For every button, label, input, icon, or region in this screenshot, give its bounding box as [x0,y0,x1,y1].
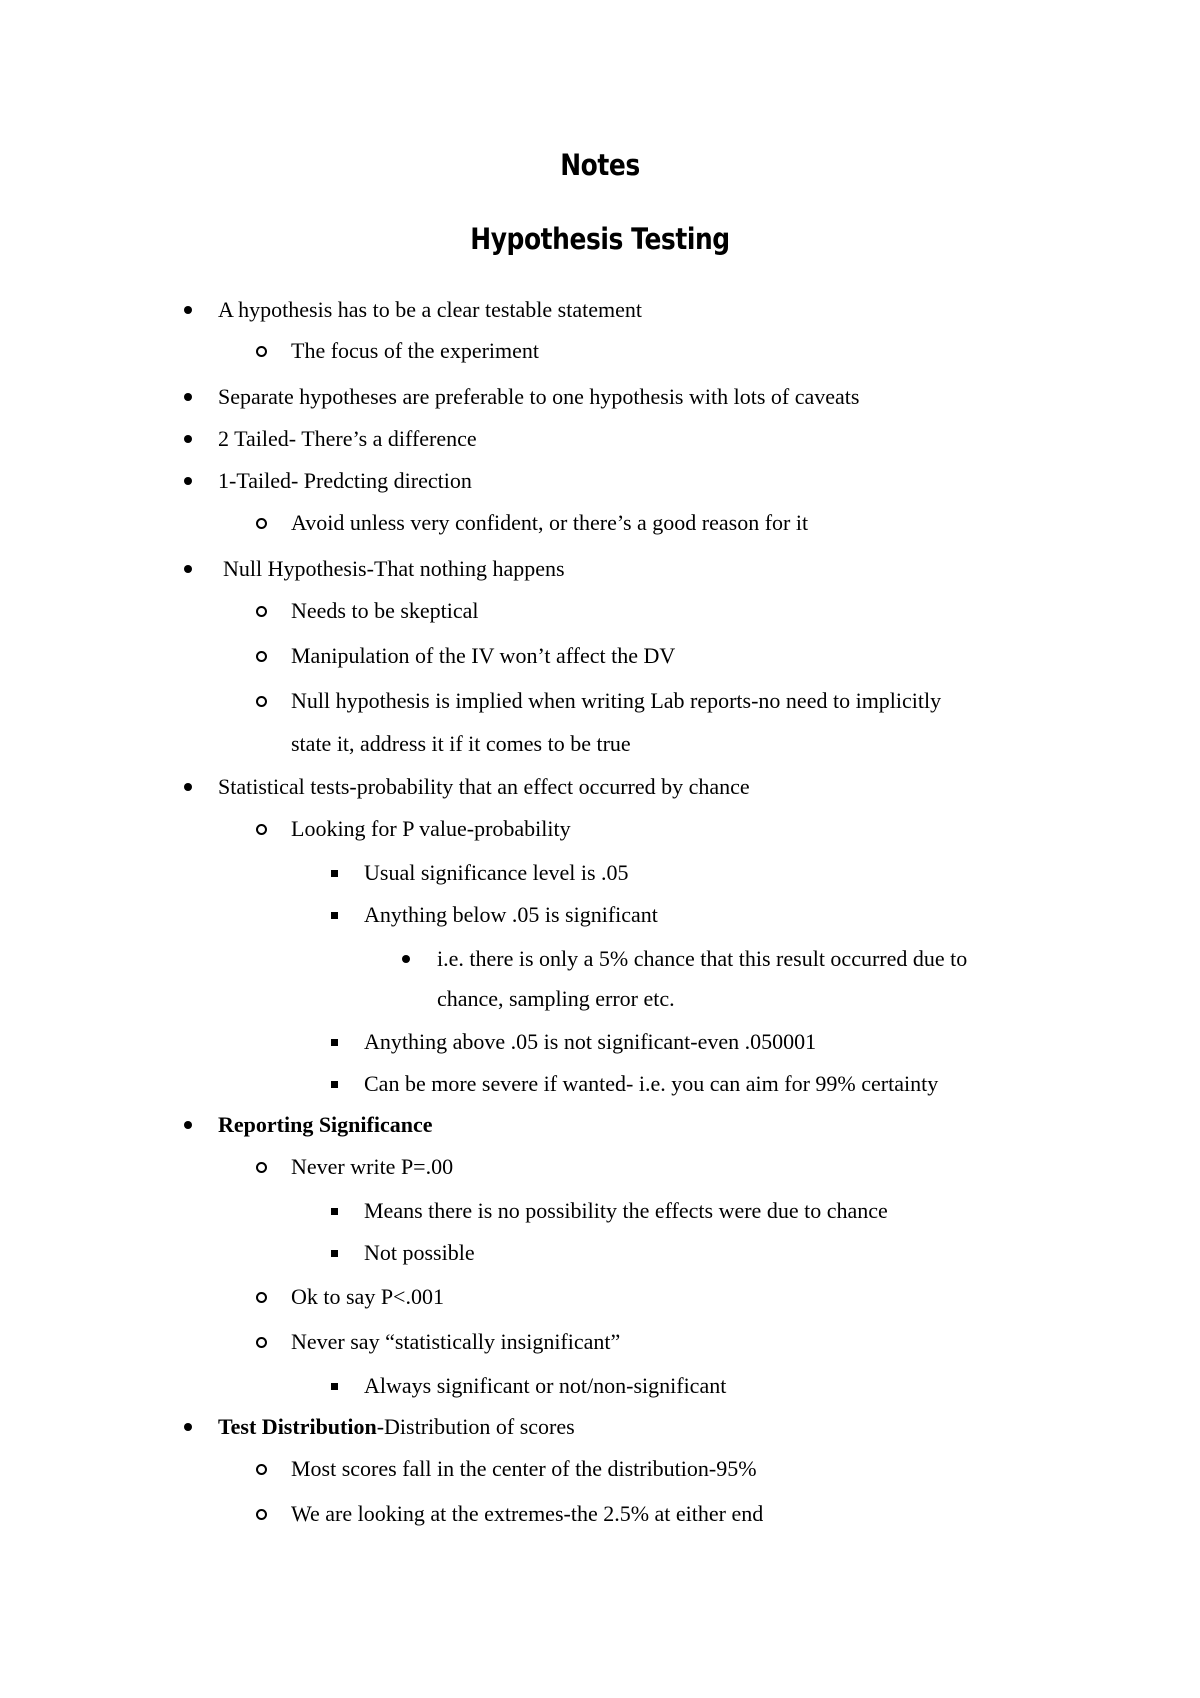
bullet-circle-icon [256,1464,267,1475]
bullet-disc-icon [184,306,192,314]
list-item: Needs to be skeptical [291,598,479,623]
list-item: Anything below .05 is significant [364,902,658,927]
list-item: Can be more severe if wanted- i.e. you can aim for 99% certainty [364,1071,939,1096]
list-item: Null hypothesis is implied when writing Lab reports-no need to implicitly [291,688,942,713]
section-heading-test-distribution: Test Distribution [218,1414,377,1439]
list-item: Ok to say P<.001 [291,1284,444,1309]
bullet-square-icon [331,1250,338,1257]
bullet-square-icon [331,1383,338,1390]
list-item: Most scores fall in the center of the distribution-95% [291,1456,757,1481]
bullet-disc-icon [184,1121,192,1129]
bullet-circle-icon [256,696,267,707]
bullet-circle-icon [256,1292,267,1303]
list-item: Usual significance level is .05 [364,860,629,885]
bullet-disc-icon [402,955,410,963]
bullet-circle-icon [256,824,267,835]
list-item-text: -Distribution of scores [376,1414,575,1439]
bullet-square-icon [331,1039,338,1046]
list-item [218,1414,575,1440]
list-item: 1-Tailed- Predcting direction [218,468,472,493]
list-item: A hypothesis has to be a clear testable statement [218,297,642,322]
bullet-square-icon [331,1208,338,1215]
list-item: Manipulation of the IV won’t affect the DV [291,643,676,668]
list-item-continuation: state it, address it if it comes to be true [291,731,631,756]
list-item: Never write P=.00 [291,1154,454,1179]
bullet-circle-icon [256,1162,267,1173]
section-heading-reporting-significance: Reporting Significance [218,1112,433,1137]
page-subtitle: Hypothesis Testing [470,222,730,256]
list-item: The focus of the experiment [291,338,540,363]
bullet-circle-icon [256,346,267,357]
bullet-disc-icon [184,477,192,485]
list-item: i.e. there is only a 5% chance that this result occurred due to [437,946,968,971]
bullet-circle-icon [256,606,267,617]
list-item: Never say “statistically insignificant” [291,1329,621,1354]
bullet-disc-icon [184,393,192,401]
bullet-disc-icon [184,1423,192,1431]
list-item: Avoid unless very confident, or there’s a good reason for it [291,510,809,535]
bullet-square-icon [331,1081,338,1088]
bullet-disc-icon [184,435,192,443]
page-title: Notes [560,148,640,182]
bullet-circle-icon [256,518,267,529]
bullet-square-icon [331,870,338,877]
list-item: Looking for P value-probability [291,816,571,841]
bullet-disc-icon [184,783,192,791]
list-item: Separate hypotheses are preferable to one hypothesis with lots of caveats [218,384,860,409]
list-item: Anything above .05 is not significant-even .050001 [364,1029,817,1054]
list-item: We are looking at the extremes-the 2.5% at either end [291,1501,764,1526]
bullet-square-icon [331,912,338,919]
list-item: Means there is no possibility the effects were due to chance [364,1198,888,1223]
list-item: Always significant or not/non-significant [364,1373,727,1398]
list-item-continuation: chance, sampling error etc. [437,986,675,1011]
list-item: Statistical tests-probability that an effect occurred by chance [218,774,750,799]
list-item: Not possible [364,1240,475,1265]
list-item: 2 Tailed- There’s a difference [218,426,477,451]
bullet-disc-icon [184,565,192,573]
bullet-circle-icon [256,1509,267,1520]
list-item: Null Hypothesis-That nothing happens [223,556,565,581]
bullet-circle-icon [256,1337,267,1348]
bullet-circle-icon [256,651,267,662]
